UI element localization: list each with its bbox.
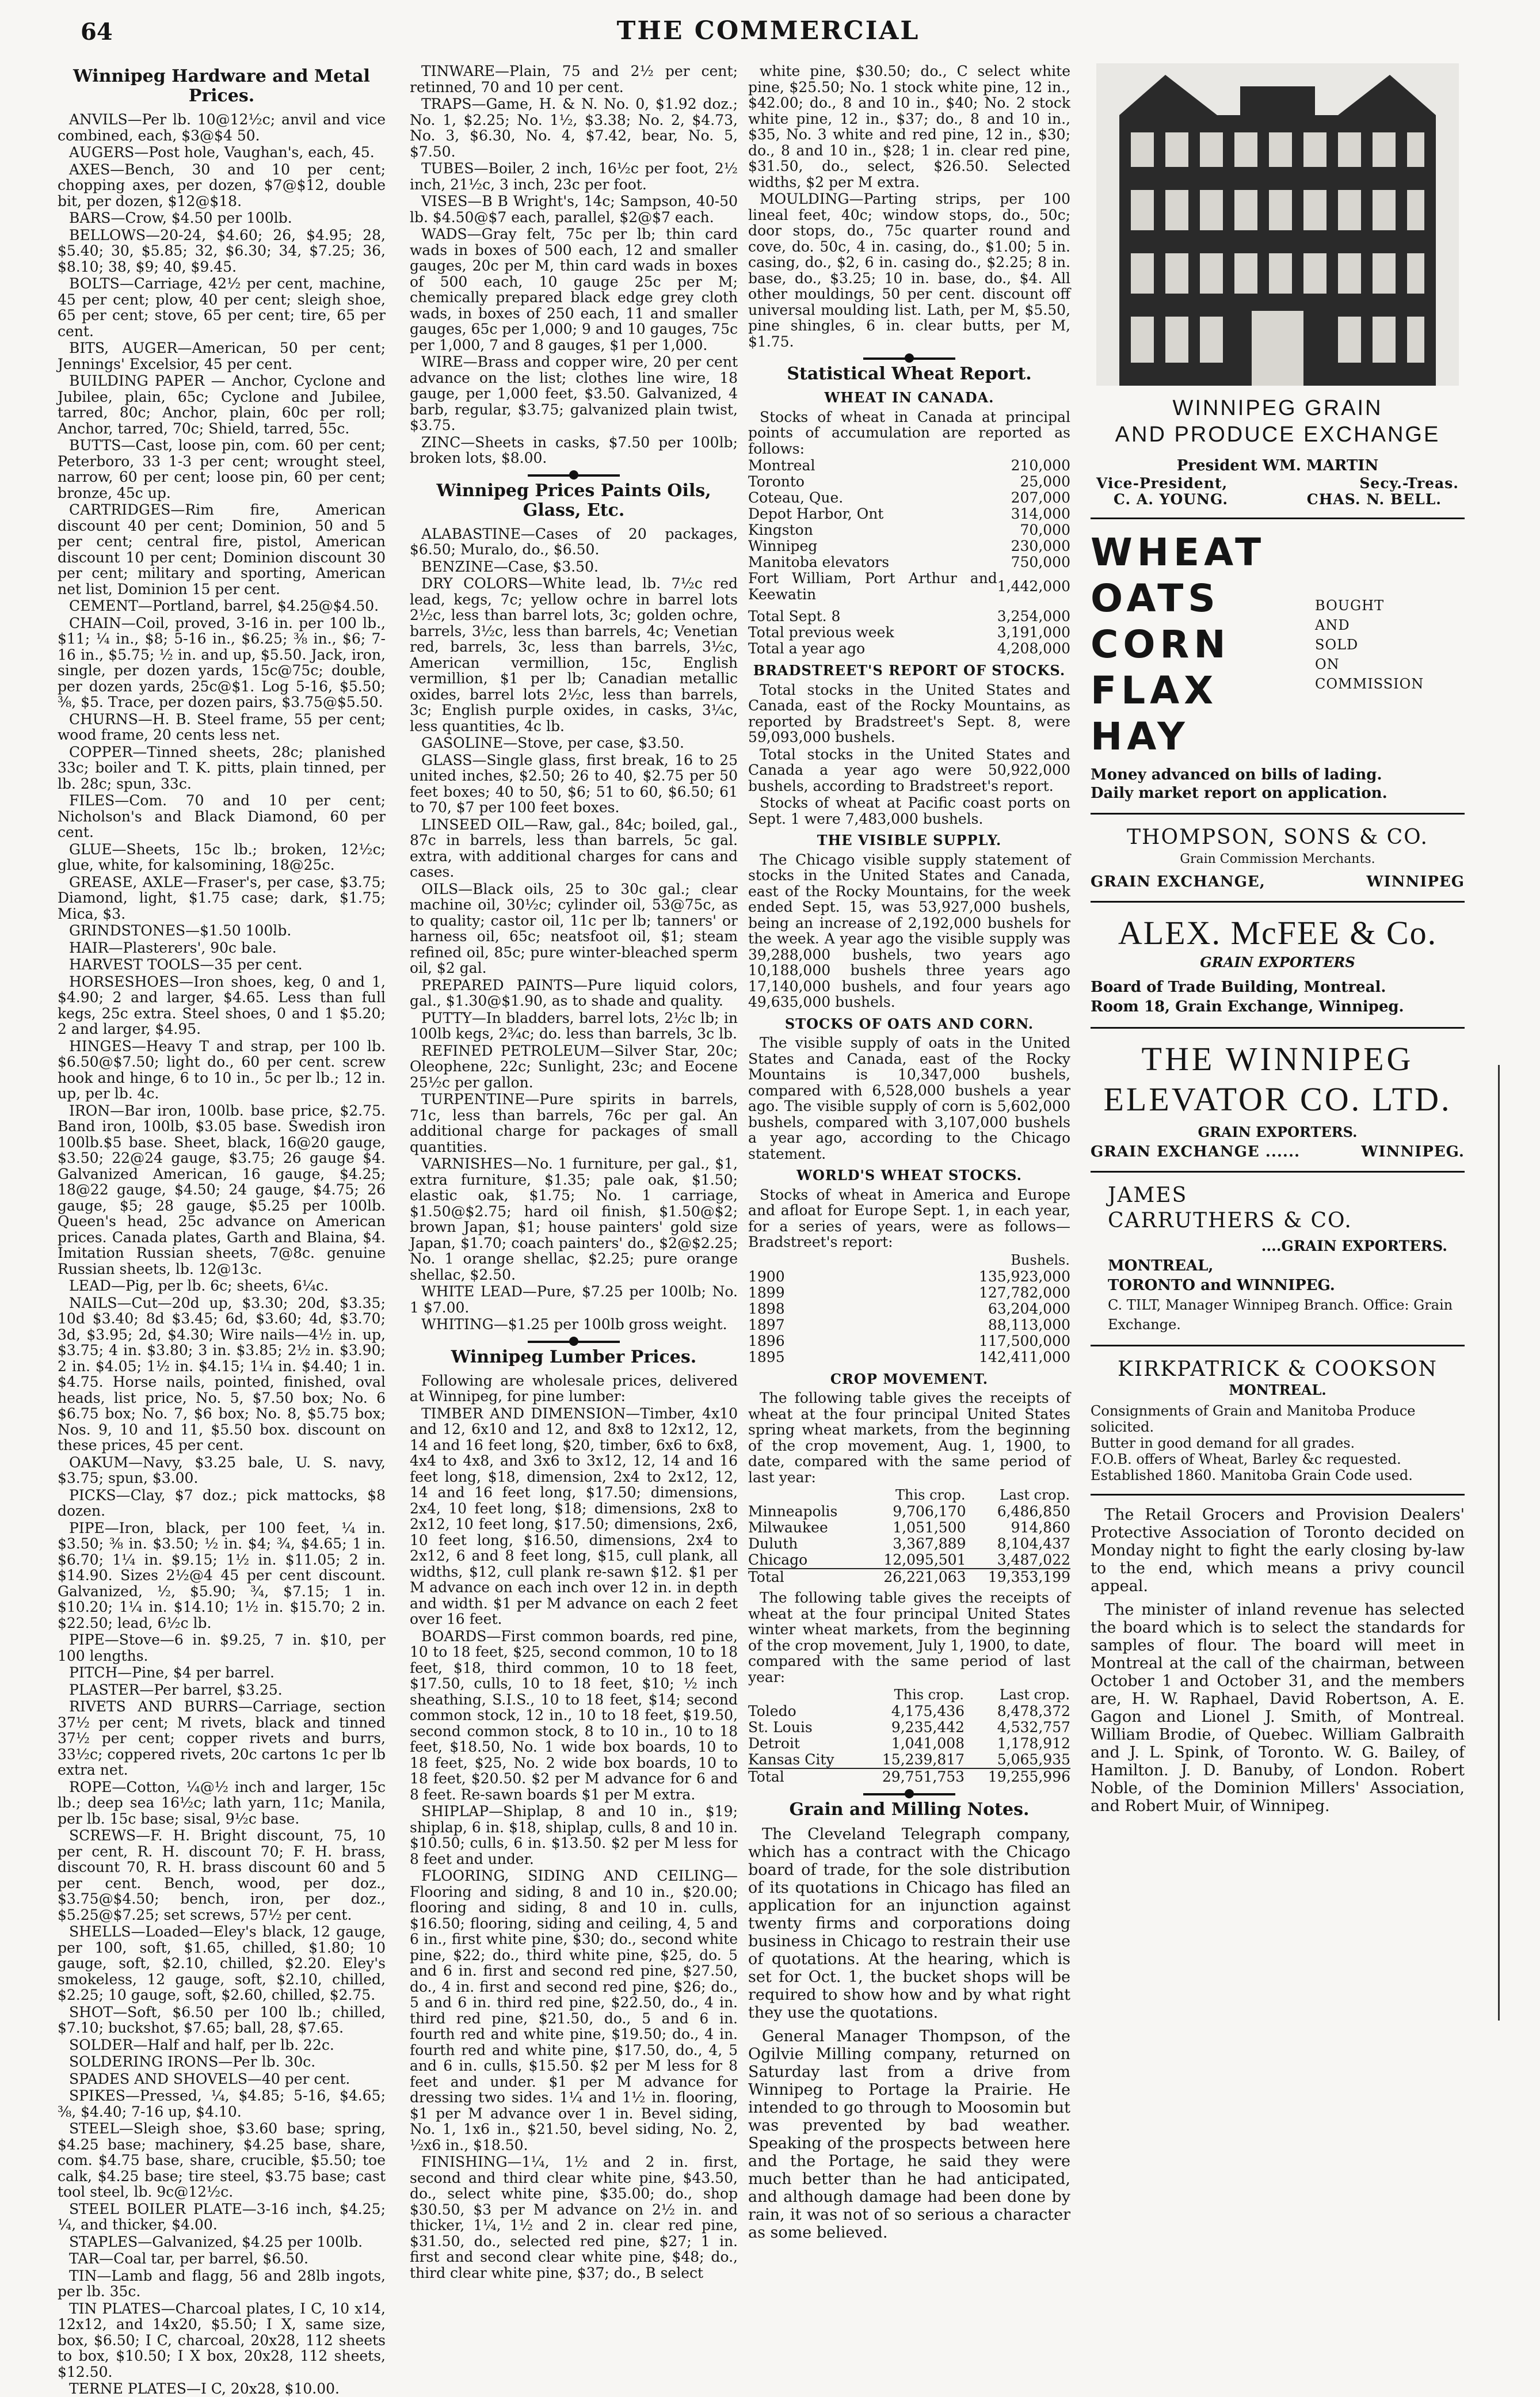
secretary-label: Secy.-Treas. [1359,475,1459,492]
table-cell: 12,095,501 [883,1551,966,1568]
table-cell: 88,113,000 [988,1316,1070,1333]
ad-address-row [1091,1144,1465,1161]
paragraph: BARS—Crow, $4.50 per 100lb. [69,210,292,226]
table-row [748,458,1070,474]
scan-edge-line [1498,1065,1500,2021]
table-cell: 5,065,935 [997,1751,1070,1768]
table-cell: 750,000 [1011,554,1070,570]
table-cell: 1,442,000 [997,578,1070,595]
table-cell: 19,255,996 [965,1768,1070,1785]
paragraph: SOLDERING IRONS—Per lb. 30c. [69,2053,316,2070]
table-cell: 117,500,000 [978,1332,1070,1349]
paragraph: AUGERS—Post hole, Vaughan's, each, 45. [69,144,375,161]
paragraph: WHITE LEAD—Pure, $7.25 per 100lb; No. 1 $7.00. [410,1283,738,1316]
subheading-wheat-in-canada: WHEAT IN CANADA. [824,389,994,406]
section-heading-paints: Winnipeg Prices Paints Oils, Glass, Etc. [436,480,711,520]
hardware-price-list-continued [410,63,738,466]
subheading-bradstreet: BRADSTREET'S REPORT OF STOCKS. [753,662,1066,679]
table-cell: 9,235,442 [891,1719,965,1736]
paragraph: TURPENTINE—Pure spirits in barrels, 71c, less than barrels, 76c per gal. An additional charge for packages of small quantities. [410,1091,738,1155]
section-heading-wheat-report: Statistical Wheat Report. [787,364,1032,384]
table-cell: 9,706,170 [893,1503,966,1520]
ad-firm-desc: Grain Commission Merchants. [1180,852,1375,866]
table-cell: Total [748,1768,859,1785]
table-row [748,1504,1070,1520]
ad-firm-desc: GRAIN EXPORTERS. [1198,1123,1358,1140]
paragraph: SPADES AND SHOVELS—40 per cent. [69,2070,350,2087]
ad-commodities [1091,530,1465,802]
commodity-item: CORN [1091,622,1230,667]
commodity-item: HAY [1091,714,1190,759]
paragraph: STEEL BOILER PLATE—3-16 inch, $4.25; ¼, and thicker, $4.00. [58,2200,386,2233]
commodity-note-line: SOLD [1315,637,1359,653]
paragraph: SHIPLAP—Shiplap, 8 and 10 in., $19; shiplap, 6 in. $18, shiplap, culls, 8 and 10 in. $10.50; culls, 6 in. $13.50. $2 per M less for 8 feet and under. [410,1803,738,1867]
table-cell: 70,000 [1020,522,1070,538]
table-cell: 15,239,817 [882,1751,965,1768]
table-cell: 1898 [748,1300,785,1317]
paragraph: TINWARE—Plain, 75 and 2½ per cent; retinned, 70 and 10 per cent. [410,63,738,96]
table-row [748,1536,1070,1552]
table-row [748,522,1070,538]
paragraph: DRY COLORS—White lead, lb. 7½c red lead, kegs, 7c; yellow ochre in barrel lots 2½c, less than barrel lots, 3c; golden ochre, barrels, 3½c, less than barrels, 4c; Venetian red, barrels, 3c, less than barrels, 3½c, American vermillion, 15c, English vermillion, $1 per lb; Canadian metallic oxides, barrel lots 2½c, less than barrels, 3c; English purple oxides, in casks, 3¼c, less quantities, 4c lb. [410,575,738,735]
table-row [748,554,1070,570]
paragraph: HINGES—Heavy T and strap, per 100 lb. $6.50@$7.50; light do., 60 per cent. screw hook and hinge, 6 to 10 in., 5c per lb.; 12 in. up, per lb. 4c. [58,1037,386,1102]
subheading-crop-movement: CROP MOVEMENT. [830,1370,989,1387]
paragraph: PIPE—Iron, black, per 100 feet, ¼ in. $3.50; ⅜ in. $3.50; ½ in. $4; ¾, $4.65; 1 in. $6.70; 1¼ in. $9.15; 1½ in. $11.05; 2 in. $14.90. Sizes 2½@4 45 per cent discount. Galvanized, ½, $5.90; ¾, $7.15; 1 in. $10.20; 1¼ in. $14.10; 1½ in. $15.70; 2 in. $22.50; lead, 6½c lb. [58,1519,386,1631]
paragraph: BUTTS—Cast, loose pin, com. 60 per cent; Peterboro, 33 1-3 per cent; wrought steel, narrow, 60 per cent; loose pin, 60 per cent; bronze, 45c up. [58,437,386,501]
ad-kirk-lines [1091,1403,1465,1483]
section-heading-hardware: Winnipeg Hardware and Metal Prices. [73,66,370,106]
commodity-item: OATS [1091,576,1220,621]
spring-wheat-table [748,1486,1070,1585]
paragraph: CHURNS—H. B. Steel frame, 55 per cent; wood frame, 20 cents less net. [58,710,386,743]
table-cell: 3,367,889 [893,1535,966,1552]
table-row [748,538,1070,554]
paragraph: FILES—Com. 70 and 10 per cent; Nicholson's and Black Diamond, 60 per cent. [58,792,386,840]
bradstreet-paragraphs [748,682,1070,827]
paragraph: TIN—Lamb and flagg, 56 and 28lb ingots, per lb. 35c. [58,2267,386,2300]
ad-address-line: MONTREAL, [1108,1257,1214,1274]
paragraph: ROPE—Cotton, ¼@½ inch and larger, 15c lb.; deep sea 16½c; lath yarn, 11c; Manila, per lb. 15c base; sisal, 9½c base. [58,1778,386,1827]
vice-president-label: Vice-President, [1096,475,1228,492]
table-cell: 1895 [748,1348,785,1365]
lumber-price-list [410,1373,738,2281]
table-cell: 6,486,850 [997,1503,1070,1520]
table-cell: 8,104,437 [997,1535,1070,1552]
ad-text-line: Butter in good demand for all grades. [1091,1435,1355,1451]
ad-officer-names [1091,492,1465,508]
grain-exchange-building-illustration [1096,63,1459,386]
paragraph: The Cleveland Telegraph company, which has a contract with the Chicago board of trade, for the sole distribution of its quotations in Chicago has filed an application for an injunction against twenty firms and corporations doing business in Chicago to restrain their use of quotations. At the hearing, which is set for Oct. 1, the bucket shops will be required to show how and by what right they use the quotations. [748,1825,1070,2022]
paragraph: Total stocks in the United States and Canada a year ago were 50,922,000 bushels, according to Bradstreet's report. [748,745,1070,794]
paragraph: Total stocks in the United States and Canada, east of the Rocky Mountains, as reported by Bradstreet's Sept. 8, were 59,093,000 bushels. [748,681,1070,745]
ad-title: AND PRODUCE EXCHANGE [1115,423,1440,447]
table-cell: 210,000 [1011,457,1070,474]
section-divider [528,474,620,477]
paragraph: SCREWS—F. H. Bright discount, 75, 10 per cent, R. H. discount 70; F. H. brass, discount 70, R. H. brass discount 60 and 5 per cent. Bench, wood, per doz., $3.75@$4.50; bench, iron, per doz., $5.25@$7.25; set screws, 57½ per cent. [58,1827,386,1923]
column-header: This crop. [894,1687,965,1703]
ad-text-line: F.O.B. offers of Wheat, Barley &c requested. [1091,1451,1401,1467]
paragraph: SHOT—Soft, $6.50 per 100 lb.; chilled, $7.10; buckshot, $7.65; ball, 28, $7.65. [58,2003,386,2036]
table-cell: Duluth [748,1535,798,1552]
table-cell: 26,221,063 [862,1569,966,1585]
news-paragraphs [1091,1506,1465,1815]
table-cell: Kingston [748,522,813,538]
paragraph: The following table gives the receipts of wheat at the four principal United States spring wheat markets, from the beginning of the crop movement, Aug. 1, 1900, to date, compared with the same period of last year: [748,1390,1070,1486]
column-header: This crop. [895,1487,966,1503]
paragraph: OAKUM—Navy, $3.25 bale, U. S. navy, $3.75; spun, $3.00. [58,1454,386,1486]
table-cell: 1,051,500 [893,1519,966,1536]
grain-notes-paragraphs [748,1825,1070,2242]
paragraph: The Retail Grocers and Provision Dealers' Protective Association of Toronto decided on Monday night to fight the early closing by-law to the end, which means a privy council appeal. [1091,1505,1465,1595]
ad-winnipeg-elevator [1091,1039,1465,1161]
table-cell: Total a year ago [748,640,866,657]
subheading-world-stocks: WORLD'S WHEAT STOCKS. [796,1167,1022,1184]
hardware-price-list [58,112,386,2397]
ad-manager-line: C. TILT, Manager Winnipeg Branch. Office: Grain Exchange. [1108,1297,1453,1333]
table-row [748,1719,1070,1736]
table-row [748,1736,1070,1752]
table-cell: Total previous week [748,624,894,641]
paragraph: Stocks of wheat in America and Europe and afloat for Europe Sept. 1, in each year, for a series of years, were as follows—Bradstreet's report: [748,1186,1070,1250]
ad-address-line: TORONTO and WINNIPEG. [1108,1277,1335,1294]
section-divider [863,357,955,360]
paragraph: HAIR—Plasterers', 90c bale. [69,939,277,956]
page-header [46,13,1491,47]
table-cell: 314,000 [1011,505,1070,522]
paints-price-list [410,526,738,1333]
table-cell: 63,204,000 [988,1300,1070,1317]
paragraph: General Manager Thompson, of the Ogilvie Milling company, returned on Saturday last from a drive from Winnipeg to Portage la Prairie. He intended to go through to Moosomin but was prevented by bad weather. Speaking of the prospects between here and the Portage, he said they were much better than he had anticipated, and although damage had been done by rain, it was not of so serious a character as some believed. [748,2027,1070,2242]
commodity-note-line: AND [1315,617,1350,633]
ad-james-carruthers [1091,1183,1465,1335]
paragraph: Following are wholesale prices, delivered at Winnipeg, for pine lumber: [410,1372,738,1405]
column-paints-lumber [410,63,738,2281]
commodity-item: WHEAT [1091,530,1266,574]
paragraph: GASOLINE—Stove, per case, $3.50. [421,735,684,751]
paragraph: TERNE PLATES—I C, 20x28, $10.00. [69,2380,340,2397]
ad-divider [1091,1027,1465,1029]
commodity-note-line: BOUGHT [1315,598,1385,614]
paragraph: MOULDING—Parting strips, per 100 lineal feet, 40c; window stops, do., 50c; door stops, do., 75c quarter round and cove, do. 50c, 4 in. casing, do., $1.00; 5 in. casing, do., $2, 6 in. casing do., $2.25; 8 in. base, do., $3.25; 10 in. base, do., $4. All other mouldings, 50 per cent. discount off universal moulding list. Lath, per M, $5.50, pine shingles, 6 in. clear butts, per M, $1.75. [748,191,1070,350]
column-header: Bushels. [1011,1251,1070,1268]
commodity-foot-line: Money advanced on bills of lading. [1091,766,1382,783]
ad-text-line: Established 1860. Manitoba Grain Code used. [1091,1467,1413,1483]
ad-firm-name: KIRKPATRICK & COOKSON [1118,1357,1438,1381]
table-row [748,1752,1070,1768]
table-row [748,1333,1070,1349]
table-row [748,490,1070,506]
section-divider [863,1793,955,1795]
publication-title: THE COMMERCIAL [616,16,920,45]
paragraph: LINSEED OIL—Raw, gal., 84c; boiled, gal., 87c in barrels, less than barrels, 5c gal. extra, with additional charges for cans and cases. [410,816,738,880]
table-row [748,1269,1070,1285]
paragraph: GRINDSTONES—$1.50 100lb. [69,922,292,939]
paragraph: The minister of inland revenue has selected the board which is to select the standards for samples of flour. The board will meet in Montreal at the call of the chairman, between October 1 and October 31, and the members are, H. W. Raphael, David Robertson, A. E. Gagon and Lionel J. Smith, of Montreal. William Brodie, of Quebec. William Galbraith and J. L. Spink, of Toronto. W. G. Bailey, of Hamilton. J. D. Banuby, of London. Robert Noble, of the Dominion Millers' Association, and Robert Muir, of Winnipeg. [1091,1600,1465,1815]
paragraph: VARNISHES—No. 1 furniture, per gal., $1, extra furniture, $1.35; pale oak, $1.50; elastic oak, $1.75; No. 1 carriage, $1.50@$2.75; hard oil finish, $1.50@$2; brown Japan, $1; house painters' gold size Japan, $1.70; coach painters' do., $2@$2.25; No. 1 orange shellac, $2.25; pure orange shellac, $2.50. [410,1155,738,1283]
paragraph: TRAPS—Game, H. & N. No. 0, $1.92 doz.; No. 1, $2.25; No. 1½, $3.38; No. 2, $4.73, No. 3, $6.30, No. 4, $7.42, bear, No. 5, $7.50. [410,96,738,160]
paragraph: IRON—Bar iron, 100lb. base price, $2.75. Band iron, 100lb, $3.05 base. Swedish iron 100lb.$5 base. Sheet, black, 16@20 gauge, $3.50; 22@24 gauge, $3.75; 26 gauge $4. Galvanized American, 16 gauge, $4.25; 18@22 gauge, $4.50; 24 gauge, $4.75; 26 gauge, $5; 28 gauge, $5.25 per 100lb. Queen's head, 25c advance on American prices. Canada plates, Garth and Blaina, $4. Imitation Russian sheets, 7@8c. genuine Russian sheets, lb. 12@13c. [58,1102,386,1277]
table-cell: 25,000 [1020,473,1070,490]
paragraph: PLASTER—Per barrel, $3.25. [69,1681,283,1698]
commodity-foot-line: Daily market report on application. [1091,785,1387,802]
commodity-footnote [1091,766,1465,802]
address-left: GRAIN EXCHANGE ...... [1091,1143,1301,1161]
table-cell: 135,923,000 [978,1268,1070,1285]
table-cell: 1900 [748,1268,785,1285]
address-right: WINNIPEG. [1361,1143,1465,1161]
ad-officer-labels [1091,475,1465,492]
table-cell: 3,487,022 [997,1551,1070,1568]
paragraph: WIRE—Brass and copper wire, 20 per cent advance on the list; clothes line wire, 18 gauge, per 1,000 feet, $3.50. Galvanized, 4 barb, regular, $3.75; galvanized plain twist, $3.75. [410,353,738,433]
paragraph: STEEL—Sleigh shoe, $3.60 base; spring, $4.25 base; machinery, $4.25 base, share, com. $4.75 base, share, crucible, $5.50; toe calk, $4.25 base; tire steel, $3.75 base; cast tool steel, lb. 9c@12½c. [58,2120,386,2200]
table-cell: 1897 [748,1316,785,1333]
paragraph: LEAD—Pig, per lb. 6c; sheets, 6¼c. [69,1277,329,1294]
paragraph: BITS, AUGER—American, 50 per cent; Jennings' Excelsior, 45 per cent. [58,340,386,372]
paragraph: Stocks of wheat in Canada at principal points of accumulation are reported as follows: [748,408,1070,457]
ad-firm-name: THE WINNIPEG [1141,1040,1414,1078]
table-cell: Minneapolis [748,1503,838,1520]
ad-address-line: Board of Trade Building, Montreal. [1091,978,1386,996]
paragraph: OILS—Black oils, 25 to 30c gal.; clear machine oil, 30½c; cylinder oil, 53@75c, as to quality; castor oil, 11c per lb; tanners' or harness oil, 65c; neatsfoot oil, $1; steam refined oil, 85c; pure winter-bleached sperm oil, $2 gal. [410,880,738,976]
paragraph: BOARDS—First common boards, red pine, 10 to 18 feet, $25, second common, 10 to 18 feet, $18, third common, 10 to 18 feet, $17.50, culls, 10 to 18 feet, $10; ½ inch sheathing, S.I.S., 10 to 18 feet, $14; second common stock, 12 in., 10 to 18 feet, $19.50, second common stock, 8 to 10 in., 10 to 18 feet, $18.50, No. 1 wide box boards, 10 to 18 feet, $25, No. 2 wide box boards, 10 to 18 feet, $20.50. $2 per M advance for 6 and 8 feet. Re-sawn boards $1 per M extra. [410,1627,738,1803]
table-cell: Kansas City [748,1751,834,1768]
column-header: Last crop. [999,1487,1070,1503]
table-cell: 4,532,757 [997,1719,1070,1736]
table-cell: Montreal [748,457,815,474]
ad-alex-mcfee [1091,913,1465,1017]
ad-kirkpatrick-cookson [1091,1357,1465,1483]
ad-text-line: Consignments of Grain and Manitoba Produce solicited. [1091,1402,1416,1435]
table-cell: 1896 [748,1332,785,1349]
paragraph: FLOORING, SIDING AND CEILING—Flooring and siding, 8 and 10 in., $20.00; flooring and siding, 8 and 10 in. culls, $16.50; flooring, siding and ceiling, 4, 5 and 6 in., first white pine, $30; do., second white pine, $22; do., third white pine, $25, do. 5 and 6 in. first and second red pine, $27.50, do., 4 in. first and second red pine, $26; do., 5 and 6 in. third red pine, $22.50, do., 4 in. third red pine, $21.50, do., 5 and 6 in. fourth red and white pine, $19.50; do., 4 in. fourth red and white pine, $17.50, do., 4, 5 and 6 in. culls, $15.50. $2 per M less for 8 feet and under. $1 per M advance for dressing two sides. 1¼ and 1½ in. flooring, $1 per M advance over 1 in. Bevel siding, No. 1, 1x6 in., $21.50, bevel siding, No. 2, ½x6 in., $18.50. [410,1867,738,2154]
paragraph: PUTTY—In bladders, barrel lots, 2½c lb; in 100lb kegs, 2¾c; do. less than barrels, 3c lb. [410,1009,738,1042]
commodity-list [1091,530,1303,760]
table-cell: 4,208,000 [997,640,1070,657]
subheading-oats-corn: STOCKS OF OATS AND CORN. [784,1015,1034,1032]
table-row [748,608,1070,625]
ad-divider [1091,518,1465,519]
ad-firm-desc: GRAIN EXPORTERS [1200,953,1355,971]
ad-divider [1091,1494,1465,1496]
ad-president: President WM. MARTIN [1176,457,1379,474]
ad-divider [1091,813,1465,815]
paragraph: BUILDING PAPER — Anchor, Cyclone and Jubilee, plain, 65c; Cyclone and Jubilee, tarred, 80c; Anchor, plain, 60c per roll; Anchor, tarred, 70c; Shield, tarred, 55c. [58,372,386,437]
paragraph: STAPLES—Galvanized, $4.25 per 100lb. [69,2233,363,2250]
table-cell: Total [748,1569,862,1585]
paragraph: SHELLS—Loaded—Eley's black, 12 gauge, per 100, soft, $1.65, chilled, $1.80; 10 gauge, soft, $2.10, chilled, $2.20. Eley's smokeless, 12 gauge, soft, $2.10, chilled, $2.25; 10 gauge, soft, $2.60, chilled, $2.75. [58,1923,386,2003]
table-row [748,474,1070,490]
table-cell: 4,175,436 [891,1703,965,1719]
commodity-note-line: ON [1315,656,1340,672]
table-row [748,1285,1070,1301]
table-total-row [748,1768,1070,1785]
table-cell: Milwaukee [748,1519,828,1536]
paragraph: TUBES—Boiler, 2 inch, 16½c per foot, 2½ inch, 21½c, 3 inch, 23c per foot. [410,160,738,193]
paragraph: PITCH—Pine, $4 per barrel. [69,1664,275,1681]
paragraph: REFINED PETROLEUM—Silver Star, 20c; Oleophene, 22c; Sunlight, 23c; and Eocene 25½c per gallon. [410,1042,738,1091]
table-cell: 1,178,912 [997,1735,1070,1752]
table-cell: 29,751,753 [859,1768,965,1785]
table-cell: Fort William, Port Arthur and Keewatin [748,570,997,603]
paragraph: ZINC—Sheets in casks, $7.50 per 100lb; broken lots, $8.00. [410,433,738,466]
table-cell: 127,782,000 [978,1284,1070,1301]
lumber-price-list-continued [748,63,1070,349]
table-row [748,1520,1070,1536]
table-cell: 207,000 [1011,489,1070,506]
paragraph: BENZINE—Case, $3.50. [421,558,599,575]
table-row [748,1552,1070,1569]
paragraph: WHITING—$1.25 per 100lb gross weight. [421,1316,727,1333]
table-cell: 3,254,000 [997,608,1070,625]
paragraph: The Chicago visible supply statement of stocks in the United States and Canada, east of the Rocky Mountains, for the week ended Sept. 15, was 53,927,000 bushels, being an increase of 2,192,000 bushels for the week. A year ago the visible supply was 39,288,000 bushels, two years ago 10,188,000 bushels three years ago 17,140,000 bushels, and four years ago 49,635,000 bushels. [748,851,1070,1010]
section-heading-lumber: Winnipeg Lumber Prices. [451,1346,697,1367]
ad-winnipeg-grain-produce-exchange [1091,395,1465,507]
table-cell: Coteau, Que. [748,489,844,506]
table-row [748,506,1070,522]
paragraph: TIN PLATES—Charcoal plates, I C, 10 x14, 12x12, and 14x20, $5.50; I X, same size, box, $6.50; I C, charcoal, 20x28, 112 sheets to box, $10.50; I X box, 20x28, 112 sheets, $12.50. [58,2300,386,2380]
paragraph: RIVETS AND BURRS—Carriage, section 37½ per cent; M rivets, black and tinned 37½ per cent; copper rivets and burrs, 33½c; coppered rivets, 20c cartons 1c per lb extra net. [58,1698,386,1778]
table-cell: Total Sept. 8 [748,608,841,625]
ad-divider [1091,901,1465,903]
table-cell: 3,191,000 [997,624,1070,641]
table-cell: Toledo [748,1703,796,1719]
paragraph: AXES—Bench, 30 and 10 per cent; chopping axes, per dozen, $7@$12, double bit, per dozen, $12@$18. [58,161,386,210]
ad-divider [1091,1171,1465,1173]
page-number: 64 [81,18,113,45]
paragraph: ALABASTINE—Cases of 20 packages, $6.50; Muralo, do., $6.50. [410,525,738,558]
table-cell: 230,000 [1011,538,1070,554]
paragraph: WADS—Gray felt, 75c per lb; thin card wads in boxes of 500 each, 12 and smaller gauges, 20c per M, thin card wads in boxes of 500 each, 10 gauge 25c per M; chemically prepared black edge grey cloth wads, in boxes of 250 each, 11 and smaller gauges, 65c per 1,000; 9 and 10 gauges, 75c per 1,000, 7 and 8 gauges, $1 per 1,000. [410,226,738,353]
table-cell: 8,478,372 [997,1703,1070,1719]
table-row [748,1317,1070,1333]
paragraph: white pine, $30.50; do., C select white pine, $25.50; No. 1 stock white pine, 12 in., $42.00; do., 8 and 10 in., $40; No. 2 stock white pine, 12 in., $37; do., 8 and 10 in., $35, No. 3 white and red pine, 12 in., $30; do., 8 and 10 in., $28; 1 in. clear red pine, $31.50, do., select, $26.50. Selected widths, $2 per M extra. [748,63,1070,191]
table-row [748,1703,1070,1719]
table-cell: Depot Harbor, Ont [748,505,884,522]
table-total-row [748,1569,1070,1585]
ad-firm-name: JAMES [1108,1183,1188,1207]
commodity-note-line: COMMISSION [1315,676,1424,692]
paragraph: VISES—B B Wright's, 14c; Sampson, 40-50 lb. $4.50@$7 each, parallel, $2@$7 each. [410,193,738,226]
ad-firm-name: ALEX. McFEE & Co. [1118,914,1438,952]
table-cell: Winnipeg [748,538,818,554]
paragraph: HORSESHOES—Iron shoes, keg, 0 and 1, $4.90; 2 and larger, $4.65. Less than full kegs, 25c extra. Steel shoes, 0 and 1 $5.20; 2 and larger, $4.95. [58,973,386,1037]
paragraph: PIPE—Stove—6 in. $9.25, 7 in. $10, per 100 lengths. [58,1631,386,1664]
paragraph: COPPER—Tinned sheets, 28c; planished 33c; boiler and T. K. pitts, plain tinned, per lb. 28c; spun, 33c. [58,743,386,792]
paragraph: TAR—Coal tar, per barrel, $6.50. [69,2250,308,2267]
paragraph: PREPARED PAINTS—Pure liquid colors, gal., $1.30@$1.90, as to shade and quality. [410,976,738,1009]
column-advertisements [1091,63,1465,2009]
world-stocks-table [748,1251,1070,1365]
paragraph: NAILS—Cut—20d up, $3.30; 20d, $3.35; 10d $3.40; 8d $3.45; 6d, $3.60; 4d, $3.70; 3d, $3.95; 2d, $4.30; Wire nails—4½ in. up, $3.75; 4 in. $3.80; 3 in. $3.85; 2½ in. $3.90; 2 in. $4.05; 1½ in. $4.15; 1¼ in. $4.40; 1 in. $4.75. Horse nails, pointed, finished, oval heads, list price, No. 5, $7.50 box; No. 6 $6.75 box; No. 7, $6 box; No. 8, $5.75 box; Nos. 9, 10 and 11, $5.50 box. discount on these prices, 45 per cent. [58,1294,386,1454]
section-divider [528,1341,620,1343]
subheading-visible-supply: THE VISIBLE SUPPLY. [817,832,1002,849]
ad-firm-name: CARRUTHERS & CO. [1108,1208,1352,1232]
paragraph: HARVEST TOOLS—35 per cent. [69,956,303,973]
paragraph: Stocks of wheat at Pacific coast ports on Sept. 1 were 7,483,000 bushels. [748,794,1070,827]
canada-totals-table [748,608,1070,657]
paragraph: ANVILS—Per lb. 10@12½c; anvil and vice combined, each, $3@$4 50. [58,111,386,144]
table-row [748,625,1070,641]
paragraph: CEMENT—Portland, barrel, $4.25@$4.50. [69,598,379,614]
paragraph: CHAIN—Coil, proved, 3-16 in. per 100 lb., $11; ¼ in., $8; 5-16 in., $6.25; ⅜ in., $6; 7-16 in., $5.75; ½ in. and up, $5.50. Jack, iron, single, per dozen yards, 15c@75c; double, per dozen yards, 25c@$1. Log 5-16, $5.50; ⅜, $5. Trace, per dozen pairs, $3.75@$5.50. [58,614,386,710]
commodity-note [1315,596,1424,694]
ad-firm-name: THOMPSON, SONS & CO. [1127,825,1428,849]
paragraph: SOLDER—Half and half, per lb. 22c. [69,2036,334,2053]
table-cell: 142,411,000 [978,1348,1070,1365]
paragraph: GLUE—Sheets, 15c lb.; broken, 12½c; glue, white, for kalsomining, 18@25c. [58,840,386,873]
table-cell: 19,353,199 [966,1569,1070,1585]
paragraph: BELLOWS—20-24, $4.60; 26, $4.95; 28, $5.40; 30, $5.85; 32, $6.30; 34, $7.25; 36, $8.10; 38, $9; 40, $9.45. [58,226,386,275]
ad-city: MONTREAL. [1229,1382,1326,1398]
ad-address-row [1091,874,1465,891]
paragraph: TIMBER AND DIMENSION—Timber, 4x10 and 12, 6x10 and 12, and 8x8 to 12x12, 12, 14 and 16 feet long, $20, timber, 6x6 to 6x8, 4x4 to 4x8, and 3x6 to 3x12, 12, 14 and 16 feet long, $18, dimension, 2x4 to 2x12, 12, 14 and 16 feet long, $17.50; dimensions, 2x4, 10 feet long, $18; dimensions, 2x8 to 2x12, 10 feet long, $17.50; dimensions, 2x6, 10 feet long, $16.50, dimensions, 2x4 to 2x12, 6 and 8 feet long, $15, cull plank, all widths, $12, cull plank re-sawn $12. $1 per M advance on each inch over 12 in. in depth and width. $1 per M advance on each 2 feet over 16 feet. [410,1405,738,1627]
canada-stocks-table [748,458,1070,603]
address-left: GRAIN EXCHANGE, [1091,873,1265,891]
paragraph: GLASS—Single glass, first break, 16 to 25 united inches, $2.50; 26 to 40, $2.75 per 50 feet boxes; 40 to 50, $6; 51 to 60, $6.50; 61 to 70, $7 per 100 feet boxes. [410,751,738,816]
paragraph: PICKS—Clay, $7 doz.; pick mattocks, $8 dozen. [58,1486,386,1519]
table-cell: 914,860 [1011,1519,1070,1536]
paragraph: FINISHING—1¼, 1½ and 2 in. first, second and third clear white pine, $43.50, do., select white pine, $35.00; do., shop $30.50, $3 per M advance on 2½ in. and thicker, 1¼, 1½ and 2 in. clear red pine, $31.50, do., selected red pine, $27; 1 in. first and second clear white pine, $48; do., third clear white pine, $37; do., B select [410,2154,738,2281]
ad-thompson-sons [1091,825,1465,891]
commodity-item: FLAX [1091,668,1218,713]
table-row [748,1349,1070,1365]
winter-wheat-table [748,1686,1070,1785]
paragraph: SPIKES—Pressed, ¼, $4.85; 5-16, $4.65; ⅜, $4.40; 7-16 up, $4.10. [58,2087,386,2120]
table-cell: Toronto [748,473,805,490]
table-cell: Chicago [748,1551,808,1568]
paragraph: BOLTS—Carriage, 42½ per cent, machine, 45 per cent; plow, 40 per cent; sleigh shoe, 65 per cent; stove, 65 per cent; tire, 65 per cent. [58,275,386,340]
paragraph: The following table gives the receipts of wheat at the four principal United States winter wheat markets, from the beginning of the crop movement, July 1, 1900, to date, compared with the same period of last year: [748,1589,1070,1685]
paragraph: CARTRIDGES—Rim fire, American discount 40 per cent; Dominion, 50 and 5 per cent; central fire, pistol, American discount 10 per cent; Dominion discount 30 per cent; military and sporting, American net list, Dominion 15 per cent. [58,501,386,598]
table-cell: 1,041,008 [891,1735,965,1752]
ad-address-line: Room 18, Grain Exchange, Winnipeg. [1091,998,1404,1015]
address-right: WINNIPEG [1366,873,1465,891]
ad-firm-name: ELEVATOR CO. LTD. [1103,1080,1452,1118]
table-row [748,1301,1070,1317]
paragraph: The visible supply of oats in the United States and Canada, east of the Rocky Mountains is 10,347,000 bushels, compared with 6,528,000 bushels a year ago. The visible supply of corn is 5,602,000 bushels, compared with 3,107,000 bushels a year ago, according to the Chicago statement. [748,1034,1070,1162]
column-wheat-report [748,63,1070,2242]
ad-firm-desc: ....GRAIN EXPORTERS. [1261,1237,1447,1254]
table-cell: St. Louis [748,1719,813,1736]
section-heading-grain-notes: Grain and Milling Notes. [789,1799,1030,1820]
column-header: Last crop. [999,1687,1070,1703]
vice-president-name: C. A. YOUNG. [1114,490,1229,508]
ad-title: WINNIPEG GRAIN [1172,396,1383,420]
ad-divider [1091,1345,1465,1346]
column-hardware-prices [58,63,386,2397]
paragraph: GREASE, AXLE—Fraser's, per case, $3.75; Diamond, light, $1.75 case; dark, $1.75; Mica, $3. [58,873,386,922]
table-cell: Detroit [748,1735,800,1752]
table-row [748,641,1070,657]
table-cell: 1899 [748,1284,785,1301]
table-row [748,570,1070,603]
secretary-name: CHAS. N. BELL. [1306,490,1442,508]
table-cell: Manitoba elevators [748,554,890,570]
